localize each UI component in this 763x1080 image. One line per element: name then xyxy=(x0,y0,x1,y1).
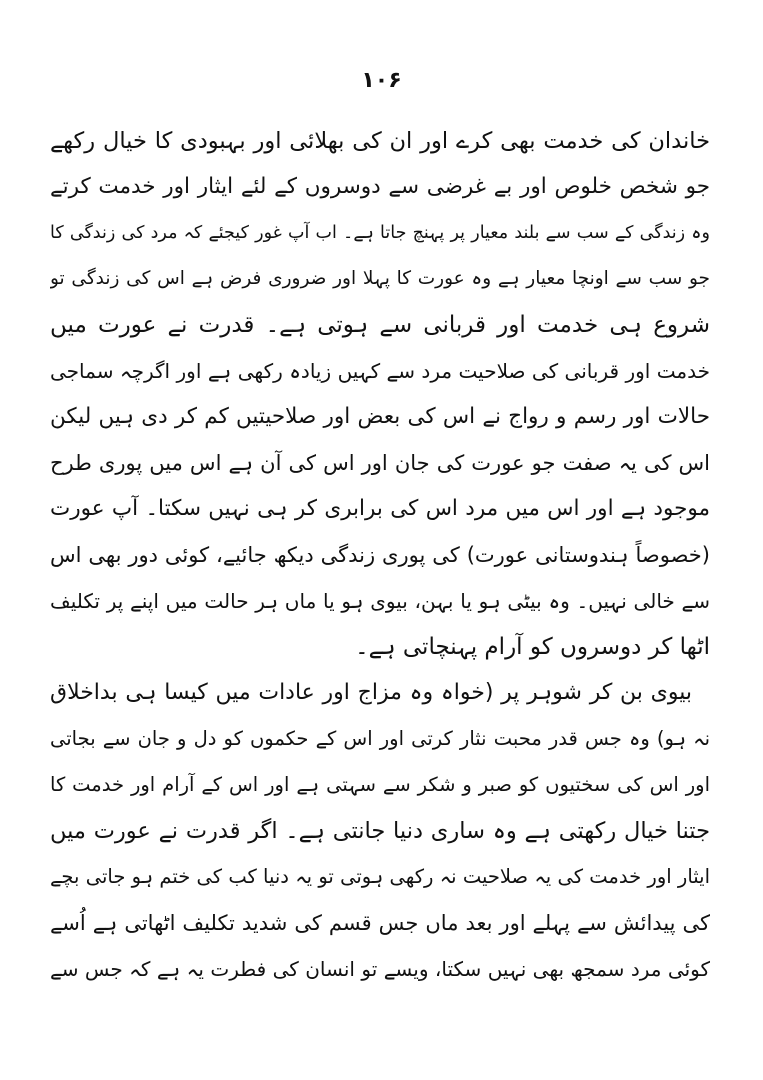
body-text xyxy=(50,118,710,992)
text-line: موجود ہے اور اس میں مرد اس کی برابری کر ہی نہیں سکتا۔ آپ عورت xyxy=(50,496,710,521)
text-line: جو شخص خلوص اور بے غرضی سے دوسروں کے لئے ایثار اور خدمت کرتے xyxy=(50,174,710,199)
text-line: (خصوصاً ہندوستانی عورت) کی پوری زندگی دیکھ جائیے، کوئی دور بھی اس xyxy=(50,543,710,567)
text-line: شروع ہی خدمت اور قربانی سے ہوتی ہے۔ قدرت نے عورت میں xyxy=(50,312,710,338)
text-line: بیوی بن کر شوہر پر (خواہ وہ مزاج اور عادات میں کیسا ہی بداخلاق xyxy=(50,680,692,705)
page-number: ۱۰۶ xyxy=(361,68,402,93)
text-line: وہ زندگی کے سب سے بلند معیار پر پہنچ جاتا ہے۔ اب آپ غور کیجئے کہ مرد کی زندگی کا xyxy=(50,223,710,243)
text-line: کوئی مرد سمجھ بھی نہیں سکتا، ویسے تو انسان کی فطرت یہ ہے کہ جس سے xyxy=(50,957,710,981)
text-line: سے خالی نہیں۔ وہ بیٹی ہو یا بہن، بیوی ہو یا ماں ہر حالت میں اپنے پر تکلیف xyxy=(50,589,710,613)
text-line: ایثار اور خدمت کی یہ صلاحیت نہ رکھی ہوتی تو یہ دنیا کب کی ختم ہو جاتی بچے xyxy=(50,865,710,888)
text-line: کی پیدائش سے پہلے اور بعد ماں جس قسم کی شدید تکلیف اٹھاتی ہے اُسے xyxy=(50,911,710,935)
text-line: خاندان کی خدمت بھی کرے اور ان کی بھلائی اور بہبودی کا خیال رکھے xyxy=(50,128,710,154)
text-line: نہ ہو) وہ جس قدر محبت نثار کرتی اور اس کے حکموں کو دل و جان سے بجاتی xyxy=(50,727,710,750)
text-line: اور اس کی سختیوں کو صبر و شکر سے سہتی ہے اور اس کے آرام اور خدمت کا xyxy=(50,773,710,796)
text-line: حالات اور رسم و رواج نے اس کی بعض اور صلاحیتیں کم کر دی ہیں لیکن xyxy=(50,404,710,429)
text-line: اٹھا کر دوسروں کو آرام پہنچاتی ہے۔ xyxy=(355,634,710,660)
text-line: اس کی یہ صفت جو عورت کی جان اور اس کی آن ہے اس میں پوری طرح xyxy=(50,451,710,475)
text-line: جتنا خیال رکھتی ہے وہ ساری دنیا جانتی ہے۔ اگر قدرت نے عورت میں xyxy=(50,818,710,844)
text-line: جو سب سے اونچا معیار ہے وہ عورت کا پہلا اور ضروری فرض ہے اس کی زندگی تو xyxy=(50,268,710,289)
text-line: خدمت اور قربانی کی صلاحیت مرد سے کہیں زیادہ رکھی ہے اور اگرچہ سماجی xyxy=(50,359,710,383)
